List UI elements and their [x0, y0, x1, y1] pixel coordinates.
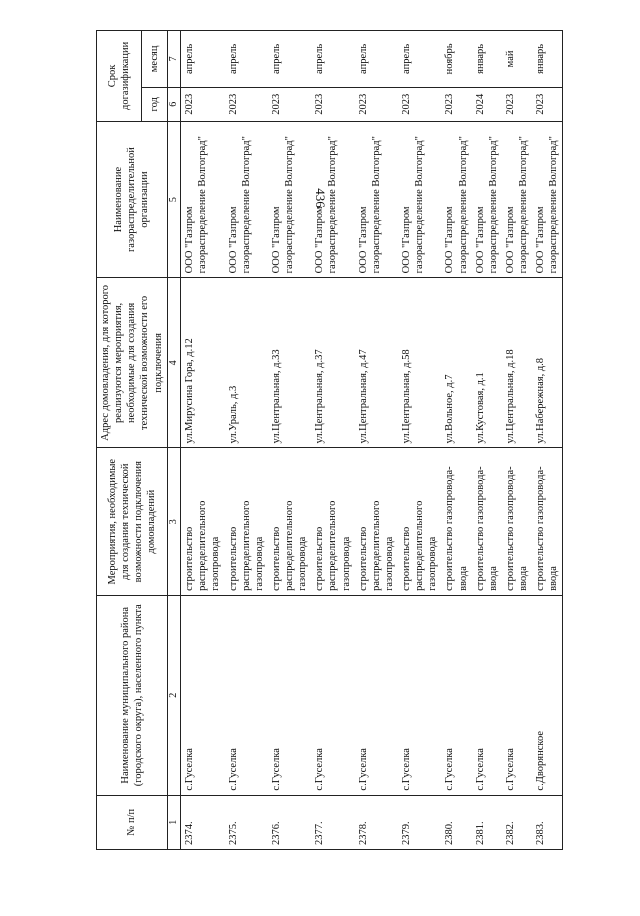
column-index: 2 [167, 595, 181, 795]
row-place: с.Гуселка [398, 595, 441, 795]
row-place: с.Гуселка [502, 595, 532, 795]
row-number: 2381. [472, 795, 502, 849]
row-measure: строительство газопровода-ввода [441, 448, 471, 595]
row-year: 2023 [268, 87, 311, 121]
row-month: ноябрь [441, 31, 471, 88]
row-place: с.Гуселка [472, 595, 502, 795]
gasification-table-container [96, 30, 560, 850]
row-month: апрель [181, 31, 225, 88]
row-month: апрель [398, 31, 441, 88]
row-measure: строительство газопровода-ввода [502, 448, 532, 595]
row-measure: строительство распределительного газопровода [225, 448, 268, 595]
row-organization: ООО "Газпром газораспределение Волгоград" [532, 121, 563, 278]
row-measure: строительство распределительного газопровода [355, 448, 398, 595]
row-year: 2023 [441, 87, 471, 121]
row-address: ул.Центральная, д.47 [355, 278, 398, 448]
row-number: 2378. [355, 795, 398, 849]
row-year: 2023 [311, 87, 354, 121]
row-month: январь [472, 31, 502, 88]
row-address: ул.Вольное, д.7 [441, 278, 471, 448]
column-index-row [167, 31, 181, 850]
row-organization: ООО "Газпром газораспределение Волгоград" [355, 121, 398, 278]
row-place: с.Гуселка [225, 595, 268, 795]
row-organization: ООО "Газпром газораспределение Волгоград" [398, 121, 441, 278]
row-number: 2374. [181, 795, 225, 849]
row-number: 2379. [398, 795, 441, 849]
row-organization: ООО "Газпром газораспределение Волгоград" [441, 121, 471, 278]
row-year: 2023 [225, 87, 268, 121]
row-organization: ООО "Газпром газораспределение Волгоград" [225, 121, 268, 278]
row-month: апрель [268, 31, 311, 88]
table-row [225, 31, 268, 850]
table-row [441, 31, 471, 850]
table-row [181, 31, 225, 850]
row-place: с.Гуселка [268, 595, 311, 795]
row-address: ул.Центральная, д.58 [398, 278, 441, 448]
row-measure: строительство газопровода-ввода [472, 448, 502, 595]
row-number: 2383. [532, 795, 563, 849]
column-index: 3 [167, 448, 181, 595]
row-month: апрель [355, 31, 398, 88]
row-number: 2380. [441, 795, 471, 849]
row-address: ул.Ураль, д.3 [225, 278, 268, 448]
header-row [97, 31, 142, 850]
row-measure: строительство распределительного газопровода [398, 448, 441, 595]
gasification-table [96, 30, 563, 850]
header-deadline: Срок догазификации [97, 31, 142, 122]
table-row [502, 31, 532, 850]
row-year: 2023 [502, 87, 532, 121]
row-address: ул.Центральная, д.37 [311, 278, 354, 448]
row-address: ул.Набережная, д.8 [532, 278, 563, 448]
header-municipality: Наименование муниципального района (городского округа), населенного пункта [97, 595, 168, 795]
row-year: 2023 [355, 87, 398, 121]
row-month: май [502, 31, 532, 88]
column-index: 1 [167, 795, 181, 849]
row-address: ул.Мирусина Гора, д.12 [181, 278, 225, 448]
header-organization: Наименование газораспределительной организации [97, 121, 168, 278]
row-measure: строительство распределительного газопровода [311, 448, 354, 595]
header-month: месяц [141, 31, 167, 88]
row-organization: ООО "Газпром газораспределение Волгоград" [181, 121, 225, 278]
column-index: 6 [167, 87, 181, 121]
header-number: № п/п [97, 795, 168, 849]
row-year: 2023 [532, 87, 563, 121]
table-row [398, 31, 441, 850]
row-place: с.Гуселка [311, 595, 354, 795]
row-organization: ООО "Газпром газораспределение Волгоград" [311, 121, 354, 278]
row-address: ул.Центральная, д.18 [502, 278, 532, 448]
row-address: ул.Центральная, д.33 [268, 278, 311, 448]
page-number: 436 [313, 188, 328, 208]
row-number: 2377. [311, 795, 354, 849]
row-organization: ООО "Газпром газораспределение Волгоград" [268, 121, 311, 278]
row-measure: строительство распределительного газопровода [181, 448, 225, 595]
row-place: с.Гуселка [355, 595, 398, 795]
row-measure: строительство распределительного газопровода [268, 448, 311, 595]
row-year: 2023 [181, 87, 225, 121]
row-address: ул.Кустовая, д.1 [472, 278, 502, 448]
row-number: 2376. [268, 795, 311, 849]
header-address: Адрес домовладения, для которого реализуются мероприятия, необходимые для создания технической возможности его подключения [97, 278, 168, 448]
row-place: с.Дворянское [532, 595, 563, 795]
row-month: январь [532, 31, 563, 88]
column-index: 5 [167, 121, 181, 278]
table-row [311, 31, 354, 850]
column-index: 4 [167, 278, 181, 448]
header-measures: Мероприятия, необходимые для создания технической возможности подключения домовладений [97, 448, 168, 595]
table-row [472, 31, 502, 850]
row-number: 2375. [225, 795, 268, 849]
row-month: апрель [225, 31, 268, 88]
row-organization: ООО "Газпром газораспределение Волгоград" [502, 121, 532, 278]
row-place: с.Гуселка [181, 595, 225, 795]
row-measure: строительство газопровода-ввода [532, 448, 563, 595]
table-row [355, 31, 398, 850]
table-row [532, 31, 563, 850]
row-year: 2024 [472, 87, 502, 121]
row-year: 2023 [398, 87, 441, 121]
row-place: с.Гуселка [441, 595, 471, 795]
header-year: год [141, 87, 167, 121]
row-organization: ООО "Газпром газораспределение Волгоград" [472, 121, 502, 278]
row-number: 2382. [502, 795, 532, 849]
row-month: апрель [311, 31, 354, 88]
table-row [268, 31, 311, 850]
column-index: 7 [167, 31, 181, 88]
